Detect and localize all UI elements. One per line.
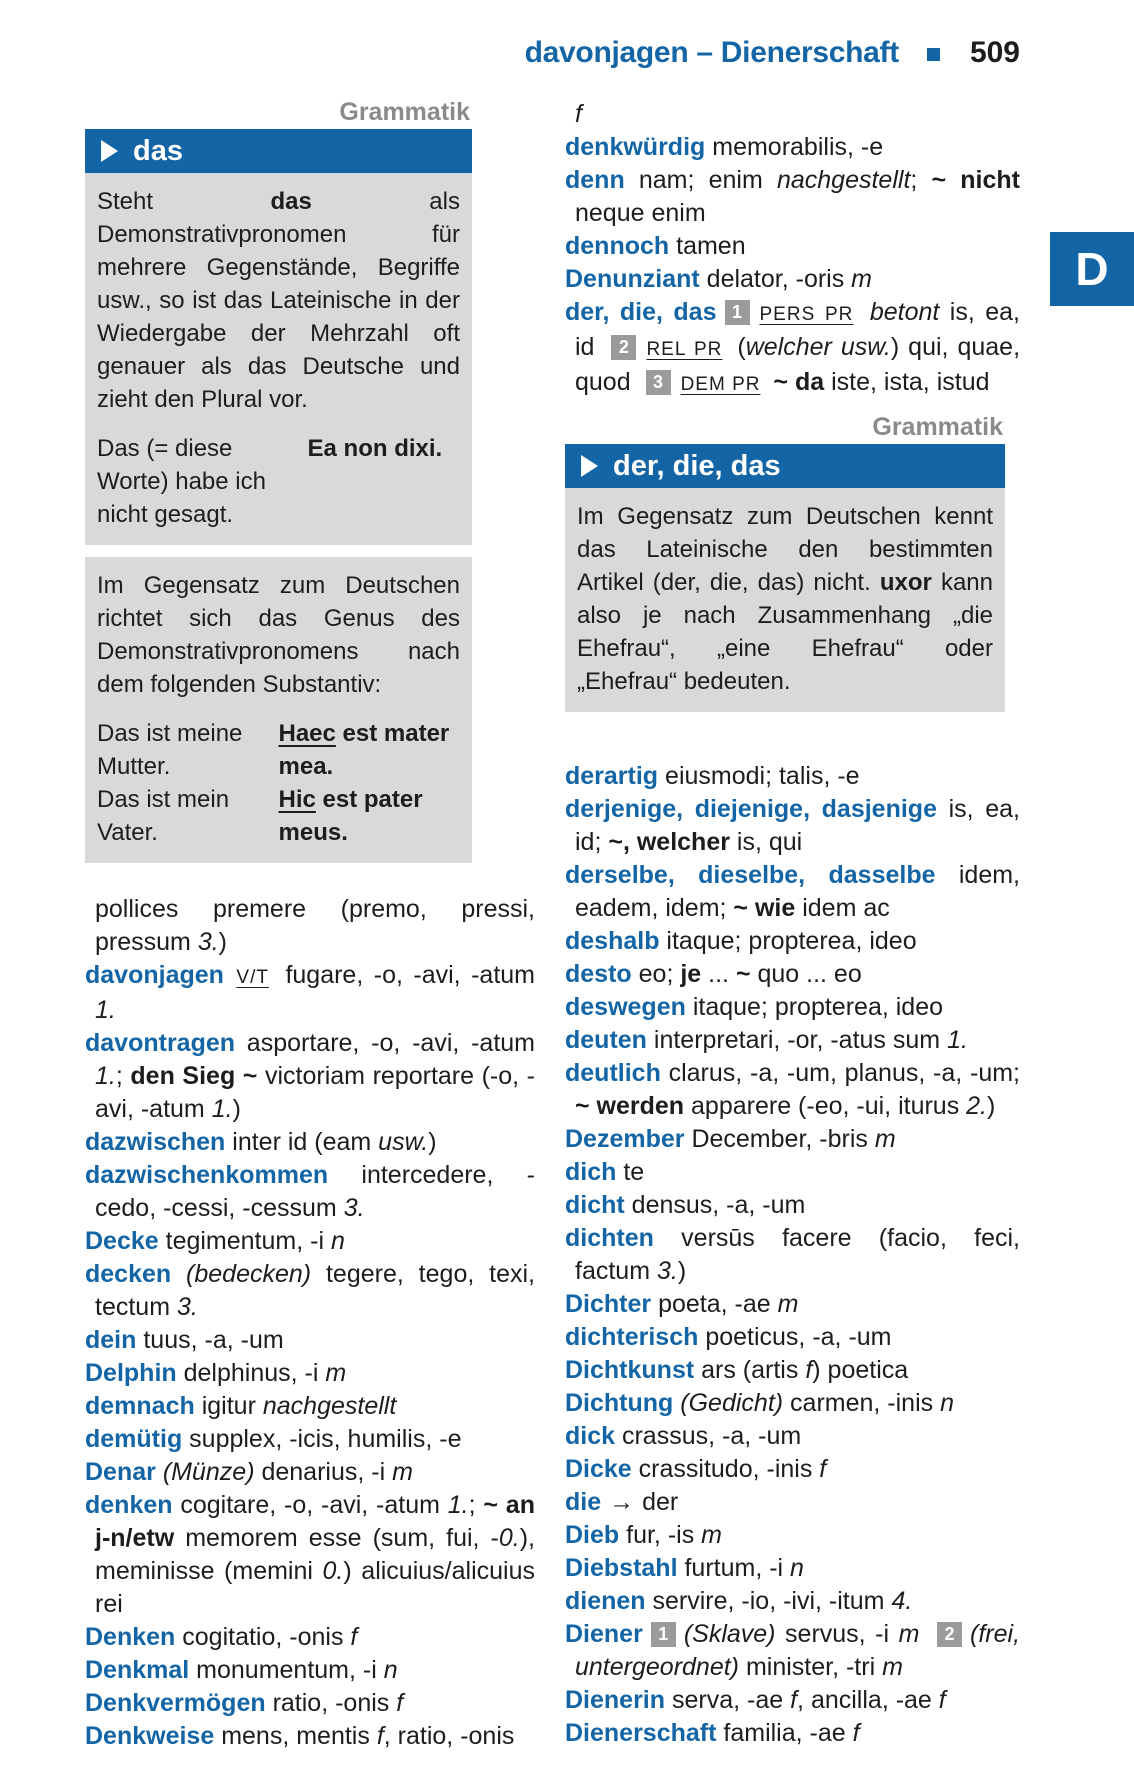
text-segment: ars (artis bbox=[694, 1356, 806, 1384]
text-segment: ( bbox=[728, 333, 746, 361]
bold-text-segment: ~ nicht bbox=[931, 166, 1020, 194]
example-latin-cell bbox=[308, 432, 460, 531]
text-segment: monumentum, -i bbox=[189, 1656, 384, 1684]
headword: dich bbox=[565, 1158, 617, 1186]
text-segment: tegimentum, -i bbox=[158, 1227, 331, 1255]
text-segment: is, qui bbox=[729, 828, 803, 856]
italic-text-segment: m bbox=[701, 1521, 722, 1549]
headword: deuten bbox=[565, 1026, 647, 1054]
italic-text-segment: f bbox=[938, 1686, 946, 1714]
underlined-bold-text: Haec bbox=[278, 720, 336, 747]
headword: Denkweise bbox=[85, 1722, 215, 1750]
dictionary-entry bbox=[565, 1519, 1020, 1552]
example-row bbox=[97, 432, 460, 531]
example-latin-cell bbox=[279, 717, 461, 783]
play-triangle-icon bbox=[101, 140, 118, 162]
entry-list-right-bottom bbox=[565, 760, 1020, 1750]
bold-text-segment: Ea non dixi. bbox=[307, 435, 443, 462]
dictionary-entry bbox=[565, 1486, 1020, 1519]
dictionary-entry bbox=[565, 1387, 1020, 1420]
dictionary-entry bbox=[85, 1489, 535, 1621]
headword: demütig bbox=[85, 1425, 183, 1453]
text-segment: asportare, -o, -avi, -atum bbox=[235, 1029, 535, 1057]
headword: denkwürdig bbox=[565, 133, 706, 161]
bold-text-segment: est mater mea. bbox=[278, 720, 450, 780]
grammar-box-title: das bbox=[133, 134, 183, 167]
part-of-speech-label: PERS PR bbox=[759, 304, 854, 325]
italic-text-segment: 3. bbox=[176, 1293, 198, 1321]
dictionary-entry bbox=[565, 1222, 1020, 1288]
headword: dicht bbox=[565, 1191, 625, 1219]
sense-number-badge: 1 bbox=[725, 300, 750, 325]
headword: Dienerschaft bbox=[565, 1719, 717, 1747]
cross-reference-arrow: → bbox=[609, 1488, 635, 1516]
text-segment: Das ist mein Vater. bbox=[97, 786, 230, 846]
bold-text-segment: uxor bbox=[879, 569, 932, 596]
text-segment: poeta, -ae bbox=[651, 1290, 778, 1318]
text-segment: inter id (eam bbox=[225, 1128, 379, 1156]
example-german-cell bbox=[97, 432, 308, 531]
text-segment: is, ea, id bbox=[575, 298, 1020, 361]
italic-text-segment: welcher usw. bbox=[745, 333, 891, 361]
text-segment: December, -bris bbox=[684, 1125, 875, 1153]
italic-text-segment: n bbox=[940, 1389, 954, 1417]
text-segment: ) bbox=[218, 928, 227, 956]
text-segment: ) poetica bbox=[812, 1356, 909, 1384]
headword: dichterisch bbox=[565, 1323, 699, 1351]
sense-number-badge: 2 bbox=[937, 1622, 962, 1647]
dictionary-entry bbox=[565, 131, 1020, 164]
text-segment bbox=[859, 298, 869, 326]
text-segment: intercedere, -cedo, -cessi, -cessum bbox=[95, 1161, 535, 1222]
dictionary-entry bbox=[565, 1684, 1020, 1717]
text-segment: memorem esse (sum, fui, - bbox=[174, 1524, 499, 1552]
headword: dienen bbox=[565, 1587, 646, 1615]
text-segment: eo; bbox=[631, 960, 681, 988]
italic-text-segment: n bbox=[790, 1554, 804, 1582]
text-segment: ) bbox=[428, 1128, 437, 1156]
italic-text-segment: 1. bbox=[447, 1491, 469, 1519]
italic-text-segment: m bbox=[851, 265, 872, 293]
italic-text-segment: (Gedicht) bbox=[680, 1389, 784, 1417]
text-segment: memorabilis, -e bbox=[705, 133, 884, 161]
headword: denken bbox=[85, 1491, 173, 1519]
italic-text-segment: m bbox=[777, 1290, 799, 1318]
part-of-speech-label: DEM PR bbox=[680, 374, 761, 395]
text-segment: familia, -ae bbox=[716, 1719, 853, 1747]
italic-text-segment: f bbox=[376, 1722, 384, 1750]
text-segment: Im Gegensatz zum Deutschen richtet sich das Genus des Demonstrativpronomens nach dem folgenden Substantiv: bbox=[97, 572, 460, 698]
italic-text-segment: 0. bbox=[498, 1524, 520, 1552]
dictionary-entry bbox=[565, 1585, 1020, 1618]
headword: derartig bbox=[565, 762, 659, 790]
italic-text-segment: nachgestellt bbox=[776, 166, 911, 194]
text-segment: ; bbox=[910, 166, 932, 194]
italic-text-segment: 1. bbox=[95, 1062, 116, 1090]
underlined-bold-text: Hic bbox=[278, 786, 316, 813]
grammar-box-body bbox=[85, 557, 472, 863]
dictionary-entry bbox=[565, 1552, 1020, 1585]
text-segment: servus, -i bbox=[775, 1620, 899, 1648]
text-segment: nam; enim bbox=[624, 166, 777, 194]
thumb-tab-letter: D bbox=[1075, 243, 1109, 295]
grammar-box-body bbox=[85, 173, 472, 545]
bold-text-segment: ~, welcher bbox=[608, 828, 730, 856]
text-segment: cogitare, -o, -avi, -atum bbox=[172, 1491, 448, 1519]
italic-text-segment: (Sklave) bbox=[683, 1620, 776, 1648]
italic-text-segment: 2. bbox=[966, 1092, 988, 1120]
grammar-box-das bbox=[85, 98, 472, 545]
text-segment: als Demonstrativpronomen für mehrere Gegenstände, Begriffe usw., so ist das Lateinische in der Wiedergabe der Mehrzahl oft genauer als das Deutsche und zieht den Plural vor. bbox=[97, 188, 460, 413]
headword: Decke bbox=[85, 1227, 159, 1255]
dictionary-entry bbox=[565, 1321, 1020, 1354]
text-segment: supplex, -icis, humilis, -e bbox=[182, 1425, 462, 1453]
text-segment: clarus, -a, -um, planus, -a, -um; bbox=[660, 1059, 1020, 1087]
bold-text-segment: ~ an j-n/etw bbox=[95, 1491, 535, 1552]
text-segment: itaque; propterea, ideo bbox=[685, 993, 944, 1021]
dictionary-entry bbox=[85, 1258, 535, 1324]
headword: der, die, das bbox=[565, 298, 717, 326]
headword: dennoch bbox=[565, 232, 670, 260]
text-segment: interpretari, -or, -atus sum bbox=[646, 1026, 948, 1054]
headword: Dichtung bbox=[565, 1389, 674, 1417]
example-row bbox=[97, 717, 460, 783]
italic-text-segment: f bbox=[819, 1455, 827, 1483]
italic-text-segment: f bbox=[852, 1719, 860, 1747]
dictionary-entry bbox=[85, 1621, 535, 1654]
headword: die bbox=[565, 1488, 602, 1516]
sense-number-badge: 3 bbox=[646, 370, 671, 395]
text-segment: ), meminisse (memini bbox=[95, 1524, 535, 1585]
text-segment bbox=[156, 1458, 163, 1486]
grammar-box-title: der, die, das bbox=[613, 449, 781, 482]
italic-text-segment: m bbox=[392, 1458, 413, 1486]
text-segment: ; bbox=[115, 1062, 131, 1090]
text-segment: ... bbox=[701, 960, 736, 988]
example-table bbox=[97, 717, 460, 849]
entry-list-left bbox=[85, 893, 535, 1753]
text-segment: pollices premere (premo, pressi, pressum bbox=[95, 895, 535, 956]
dictionary-entry bbox=[565, 859, 1020, 925]
text-segment: itaque; propterea, ideo bbox=[659, 927, 917, 955]
dictionary-entry bbox=[565, 1189, 1020, 1222]
italic-text-segment: m bbox=[882, 1653, 903, 1681]
italic-text-segment: m bbox=[874, 1125, 896, 1153]
left-column bbox=[85, 98, 535, 1753]
dictionary-entry bbox=[565, 98, 1020, 131]
text-segment: ) bbox=[232, 1095, 241, 1123]
bold-text-segment: den Sieg ~ bbox=[130, 1062, 258, 1090]
headword: Denunziant bbox=[565, 265, 700, 293]
text-segment: ) qui, quae, quod bbox=[575, 333, 1021, 396]
text-segment: ) alicuius/alicuius rei bbox=[95, 1557, 535, 1618]
grammar-box-der-die-das bbox=[565, 413, 1005, 712]
text-segment: fur, -is bbox=[619, 1521, 702, 1549]
headword: desto bbox=[565, 960, 632, 988]
text-segment: delphinus, -i bbox=[176, 1359, 326, 1387]
text-segment: ) bbox=[987, 1092, 996, 1120]
part-of-speech-label: V/T bbox=[236, 967, 269, 988]
text-segment: Im Gegensatz zum Deutschen kennt das Lateinische den bestimmten Artikel (der, die, das) nicht. bbox=[577, 503, 993, 596]
grammar-box-body bbox=[565, 488, 1005, 712]
text-segment: eiusmodi; talis, -e bbox=[658, 762, 860, 790]
italic-text-segment: 3. bbox=[343, 1194, 365, 1222]
example-row bbox=[97, 783, 460, 849]
italic-text-segment: f bbox=[350, 1623, 358, 1651]
text-segment: poeticus, -a, -um bbox=[698, 1323, 892, 1351]
headword: dick bbox=[565, 1422, 616, 1450]
italic-text-segment: 3. bbox=[656, 1257, 678, 1285]
dictionary-entry bbox=[565, 1453, 1020, 1486]
dictionary-entry bbox=[565, 1618, 1020, 1684]
headword: Denkvermögen bbox=[85, 1689, 266, 1717]
entry-list-right-top bbox=[565, 98, 1020, 401]
grammar-box-header bbox=[85, 129, 472, 173]
italic-text-segment: f bbox=[396, 1689, 404, 1717]
headword: dichten bbox=[565, 1224, 654, 1252]
text-segment: ; bbox=[468, 1491, 484, 1519]
dictionary-entry bbox=[85, 1225, 535, 1258]
dictionary-entry bbox=[85, 1456, 535, 1489]
dictionary-entry bbox=[565, 263, 1020, 296]
italic-text-segment: f bbox=[805, 1356, 813, 1384]
bold-text-segment: je bbox=[680, 960, 702, 988]
dictionary-entry bbox=[565, 793, 1020, 859]
italic-text-segment: f bbox=[790, 1686, 798, 1714]
headword: Denkmal bbox=[85, 1656, 190, 1684]
dictionary-entry bbox=[85, 1720, 535, 1753]
dictionary-entry bbox=[565, 296, 1020, 401]
dictionary-entry bbox=[85, 893, 535, 959]
headword: deswegen bbox=[565, 993, 686, 1021]
dictionary-entry bbox=[85, 1687, 535, 1720]
example-german-cell bbox=[97, 783, 279, 849]
text-segment: Das ist meine Mutter. bbox=[97, 720, 243, 780]
text-segment: der bbox=[642, 1488, 679, 1516]
text-segment: denarius, -i bbox=[254, 1458, 393, 1486]
text-segment: fugare, -o, -avi, -atum bbox=[274, 961, 535, 989]
square-bullet-icon bbox=[927, 48, 940, 61]
text-segment: victoriam reportare (-o, -avi, -atum bbox=[95, 1062, 536, 1123]
text-segment: is, ea, id; bbox=[575, 795, 1020, 856]
grammar-paragraph bbox=[97, 185, 460, 416]
italic-text-segment: 1. bbox=[947, 1026, 968, 1054]
text-segment: densus, -a, -um bbox=[624, 1191, 806, 1219]
text-segment: versūs facere (facio, feci, factum bbox=[575, 1224, 1020, 1285]
part-of-speech-label: REL PR bbox=[646, 339, 723, 360]
italic-text-segment: m bbox=[325, 1359, 347, 1387]
dictionary-entry bbox=[85, 1654, 535, 1687]
grammar-paragraph bbox=[577, 500, 993, 698]
text-segment: , ratio, -onis bbox=[383, 1722, 515, 1750]
italic-text-segment: (bedecken) bbox=[186, 1260, 312, 1288]
italic-text-segment: betont bbox=[869, 298, 940, 326]
dictionary-entry bbox=[565, 925, 1020, 958]
dictionary-entry bbox=[565, 1288, 1020, 1321]
text-segment: cogitatio, -onis bbox=[175, 1623, 351, 1651]
text-segment: delator, -oris bbox=[699, 265, 852, 293]
dictionary-entry bbox=[565, 1717, 1020, 1750]
text-segment: Das (= diese Worte) habe ich nicht gesagt. bbox=[97, 435, 266, 528]
bold-text-segment: ~ bbox=[735, 960, 751, 988]
text-segment: tuus, -a, -um bbox=[136, 1326, 284, 1354]
text-segment: igitur bbox=[194, 1392, 263, 1420]
dictionary-entry bbox=[565, 1354, 1020, 1387]
dictionary-entry bbox=[565, 1420, 1020, 1453]
headword: Dienerin bbox=[565, 1686, 666, 1714]
dictionary-entry bbox=[565, 760, 1020, 793]
headword-range: davonjagen – Dienerschaft bbox=[524, 36, 899, 69]
headword: Dezember bbox=[565, 1125, 685, 1153]
headword: deutlich bbox=[565, 1059, 661, 1087]
bold-text-segment: ~ werden bbox=[575, 1092, 685, 1120]
dictionary-entry bbox=[565, 1057, 1020, 1123]
headword: dein bbox=[85, 1326, 137, 1354]
headword: dazwischenkommen bbox=[85, 1161, 329, 1189]
headword: davontragen bbox=[85, 1029, 236, 1057]
text-segment: idem, eadem, idem; bbox=[575, 861, 1020, 922]
text-segment bbox=[224, 961, 234, 989]
dictionary-entry bbox=[85, 1390, 535, 1423]
text-segment: idem ac bbox=[795, 894, 890, 922]
dictionary-entry bbox=[85, 1159, 535, 1225]
text-segment: crassus, -a, -um bbox=[615, 1422, 802, 1450]
headword: Denken bbox=[85, 1623, 176, 1651]
example-table bbox=[97, 432, 460, 531]
italic-text-segment: n bbox=[383, 1656, 398, 1684]
page-header bbox=[525, 36, 1020, 70]
italic-text-segment: 0. bbox=[322, 1557, 344, 1585]
bold-text-segment: ~ wie bbox=[733, 894, 796, 922]
text-segment bbox=[919, 1620, 929, 1648]
example-german-cell bbox=[97, 717, 279, 783]
text-segment: ) bbox=[677, 1257, 687, 1285]
dictionary-entry bbox=[565, 958, 1020, 991]
dictionary-entry bbox=[565, 991, 1020, 1024]
sense-number-badge: 2 bbox=[611, 335, 636, 360]
headword: Dicke bbox=[565, 1455, 632, 1483]
text-segment: apparere (-eo, -ui, iturus bbox=[684, 1092, 967, 1120]
headword: Dieb bbox=[565, 1521, 620, 1549]
dictionary-entry bbox=[85, 959, 535, 1027]
text-segment: neque enim bbox=[575, 199, 706, 227]
dictionary-entry bbox=[565, 164, 1020, 230]
dictionary-entry bbox=[85, 1027, 535, 1126]
text-segment: kann also je nach Zusammenhang „die Ehefrau“, „eine Ehefrau“ oder „Ehefrau“ bedeuten. bbox=[577, 569, 993, 695]
italic-text-segment: (Münze) bbox=[162, 1458, 255, 1486]
headword: dazwischen bbox=[85, 1128, 226, 1156]
headword: Denar bbox=[85, 1458, 156, 1486]
headword: derjenige, diejenige, dasjenige bbox=[565, 795, 937, 823]
dictionary-entry bbox=[565, 1156, 1020, 1189]
italic-text-segment: f bbox=[575, 100, 582, 128]
italic-text-segment: nachgestellt bbox=[262, 1392, 397, 1420]
text-segment: carmen, -inis bbox=[783, 1389, 941, 1417]
text-segment: servire, -io, -ivi, -itum bbox=[645, 1587, 892, 1615]
headword: derselbe, dieselbe, dasselbe bbox=[565, 861, 936, 889]
italic-text-segment: n bbox=[330, 1227, 345, 1255]
headword: decken bbox=[85, 1260, 172, 1288]
text-segment: minister, -tri bbox=[739, 1653, 883, 1681]
dictionary-entry bbox=[565, 1024, 1020, 1057]
grammar-paragraph bbox=[97, 569, 460, 701]
page-number: 509 bbox=[969, 36, 1020, 69]
headword: Dichtkunst bbox=[565, 1356, 695, 1384]
headword: denn bbox=[565, 166, 625, 194]
sense-number-badge: 1 bbox=[651, 1622, 676, 1647]
dictionary-entry bbox=[565, 1123, 1020, 1156]
italic-text-segment: usw. bbox=[378, 1128, 429, 1156]
italic-text-segment: 1. bbox=[95, 996, 116, 1024]
grammar-box-label: Grammatik bbox=[872, 413, 1003, 441]
text-segment: quo ... eo bbox=[750, 960, 862, 988]
headword: deshalb bbox=[565, 927, 660, 955]
text-segment: furtum, -i bbox=[677, 1554, 791, 1582]
play-triangle-icon bbox=[581, 455, 598, 477]
text-segment: serva, -ae bbox=[665, 1686, 791, 1714]
letter-thumb-tab[interactable] bbox=[1050, 232, 1134, 306]
right-column bbox=[565, 98, 1020, 1750]
headword: davonjagen bbox=[85, 961, 224, 989]
headword: Diener bbox=[565, 1620, 643, 1648]
example-latin-cell bbox=[279, 783, 461, 849]
dictionary-entry bbox=[85, 1324, 535, 1357]
text-segment: tamen bbox=[669, 232, 746, 260]
text-segment: tegere, tego, texi, tectum bbox=[95, 1260, 536, 1321]
grammar-box-genus bbox=[85, 557, 472, 863]
text-segment: iste, ista, istud bbox=[824, 368, 990, 396]
text-segment: mens, mentis bbox=[214, 1722, 377, 1750]
grammar-box-header bbox=[565, 444, 1005, 488]
headword: demnach bbox=[85, 1392, 195, 1420]
text-segment: te bbox=[616, 1158, 645, 1186]
text-segment bbox=[171, 1260, 186, 1288]
dictionary-entry bbox=[85, 1357, 535, 1390]
dictionary-entry bbox=[565, 230, 1020, 263]
grammar-box-label: Grammatik bbox=[339, 98, 470, 126]
headword: Delphin bbox=[85, 1359, 177, 1387]
headword: Diebstahl bbox=[565, 1554, 678, 1582]
text-segment: , ancilla, -ae bbox=[797, 1686, 939, 1714]
bold-text-segment: est pater meus. bbox=[278, 786, 423, 846]
text-segment: ratio, -onis bbox=[265, 1689, 397, 1717]
italic-text-segment: 4. bbox=[891, 1587, 913, 1615]
bold-text-segment: das bbox=[270, 188, 312, 215]
text-segment: crassitudo, -inis bbox=[631, 1455, 820, 1483]
italic-text-segment: m bbox=[898, 1620, 920, 1648]
italic-text-segment: 1. bbox=[211, 1095, 233, 1123]
bold-text-segment: ~ da bbox=[773, 368, 825, 396]
italic-text-segment: 3. bbox=[197, 928, 219, 956]
dictionary-entry bbox=[85, 1126, 535, 1159]
italic-text-segment: (frei, untergeordnet) bbox=[575, 1620, 1021, 1681]
headword: Dichter bbox=[565, 1290, 652, 1318]
dictionary-entry bbox=[85, 1423, 535, 1456]
text-segment: Steht bbox=[97, 188, 271, 215]
